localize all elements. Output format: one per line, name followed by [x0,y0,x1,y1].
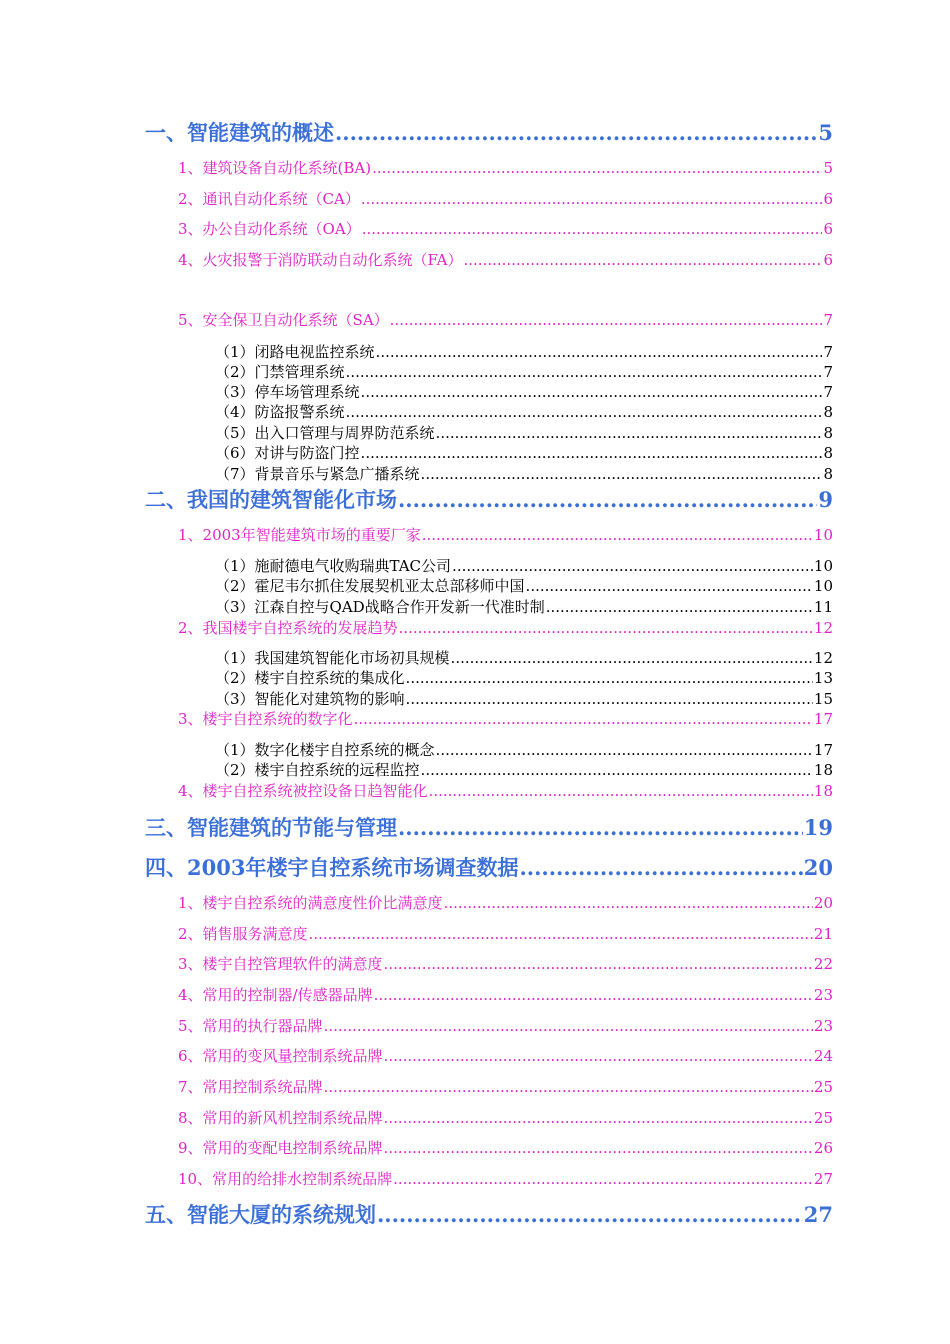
toc-entry-title: 一、智能建筑的概述 [145,120,334,145]
toc-entry-title: 6、常用的变风量控制系统品牌 [178,1047,383,1065]
toc-dot-leader [398,815,803,840]
toc-entry-title: （6）对讲与防盗门控 [215,444,360,462]
toc-dot-leader [390,311,823,329]
toc-entry-title: 五、智能大厦的系统规划 [145,1202,376,1227]
toc-entry-title: 10、常用的给排水控制系统品牌 [178,1170,393,1188]
toc-entry-title: 5、常用的执行器品牌 [178,1017,323,1035]
toc-dot-leader [398,487,817,512]
toc-page-number: 27 [813,1170,833,1188]
toc-dot-leader [384,1139,813,1157]
toc-entry-level2[interactable] [178,1045,833,1066]
toc-page-number: 10 [813,577,833,595]
toc-entry-level1[interactable] [145,117,833,147]
toc-entry-title: 三、智能建筑的节能与管理 [145,815,397,840]
toc-entry-level3[interactable] [215,361,833,382]
toc-entry-level3[interactable] [215,401,833,422]
toc-entry-title: （1）施耐德电气收购瑞典TAC公司 [215,557,452,575]
toc-entry-level2[interactable] [178,218,833,239]
toc-entry-level3[interactable] [215,575,833,596]
toc-entry-level3[interactable] [215,463,833,484]
toc-page-number: 17 [813,741,833,759]
toc-dot-leader [451,649,813,667]
toc-entry-level2[interactable] [178,1076,833,1097]
toc-entry-title: 4、楼宇自控系统被控设备日趋智能化 [178,782,428,800]
toc-entry-level2[interactable] [178,984,833,1005]
toc-dot-leader [406,690,813,708]
toc-page-number: 25 [813,1078,833,1096]
toc-page-number: 17 [813,710,833,728]
toc-entry-level3[interactable] [215,442,833,463]
toc-entry-level1[interactable] [145,1199,833,1229]
toc-entry-level3[interactable] [215,341,833,362]
toc-entry-title: 3、楼宇自控系统的数字化 [178,710,353,728]
toc-dot-leader [436,741,813,759]
toc-entry-title: 1、建筑设备自动化系统(BA) [178,159,372,177]
toc-page-number: 8 [823,424,833,442]
toc-dot-leader [384,1047,813,1065]
toc-entry-title: （5）出入口管理与周界防范系统 [215,424,435,442]
toc-entry-level2[interactable] [178,1015,833,1036]
toc-entry-title: 1、2003年智能建筑市场的重要厂家 [178,526,421,544]
toc-entry-title: 7、常用控制系统品牌 [178,1078,323,1096]
toc-entry-title: 2、我国楼宇自控系统的发展趋势 [178,619,398,637]
toc-page-number: 12 [813,619,833,637]
toc-page-number: 6 [823,190,833,208]
toc-page-number: 20 [813,894,833,912]
toc-entry-level2[interactable] [178,953,833,974]
toc-page-number: 19 [803,815,833,840]
toc-dot-leader [377,1202,803,1227]
toc-entry-title: （3）智能化对建筑物的影响 [215,690,405,708]
toc-entry-title: （3）江森自控与QAD战略合作开发新一代准时制 [215,598,545,616]
toc-dot-leader [429,782,813,800]
toc-dot-leader [362,220,823,238]
toc-dot-leader [374,986,813,1004]
toc-entry-title: 4、火灾报警于消防联动自动化系统（FA） [178,251,463,269]
toc-dot-leader [376,343,823,361]
toc-page-number: 18 [813,761,833,779]
toc-page-number: 7 [823,343,833,361]
toc-entry-level2[interactable] [178,249,833,270]
toc-dot-leader [346,363,823,381]
toc-page-number: 25 [813,1109,833,1127]
toc-page-number: 24 [813,1047,833,1065]
toc-entry-level3[interactable] [215,667,833,688]
toc-entry-title: 2、通讯自动化系统（CA） [178,190,360,208]
toc-dot-leader [324,1078,813,1096]
toc-entry-level2[interactable] [178,309,833,330]
toc-dot-leader [354,710,813,728]
toc-entry-title: （1）闭路电视监控系统 [215,343,375,361]
toc-dot-leader [452,557,813,575]
toc-dot-leader [406,669,813,687]
toc-entry-title: （1）我国建筑智能化市场初具规模 [215,649,450,667]
toc-page-number: 7 [823,383,833,401]
toc-entry-level2[interactable] [178,1168,833,1189]
toc-dot-leader [421,465,823,483]
toc-page-number: 12 [813,649,833,667]
toc-dot-leader [309,925,813,943]
toc-page-number: 6 [823,220,833,238]
toc-entry-title: 3、楼宇自控管理软件的满意度 [178,955,383,973]
toc-entry-level2[interactable] [178,157,833,178]
toc-dot-leader [372,159,822,177]
toc-dot-leader [519,855,802,880]
toc-page-number: 13 [813,669,833,687]
toc-dot-leader [526,577,813,595]
toc-entry-level3[interactable] [215,647,833,668]
toc-dot-leader [422,526,813,544]
toc-entry-level3[interactable] [215,381,833,402]
toc-entry-title: 5、安全保卫自动化系统（SA） [178,311,389,329]
toc-entry-level2[interactable] [178,923,833,944]
toc-page-number: 21 [813,925,833,943]
toc-entry-title: 3、办公自动化系统（OA） [178,220,361,238]
toc-entry-title: 9、常用的变配电控制系统品牌 [178,1139,383,1157]
toc-dot-leader [399,619,813,637]
toc-page-number: 6 [823,251,833,269]
toc-dot-leader [444,894,813,912]
toc-entry-title: 2、销售服务满意度 [178,925,308,943]
toc-page-number: 11 [813,598,833,616]
toc-page-number: 8 [823,444,833,462]
toc-entry-title: （2）楼宇自控系统的集成化 [215,669,405,687]
toc-entry-title: （2）门禁管理系统 [215,363,345,381]
toc-page-number: 27 [803,1202,833,1227]
toc-page-number: 10 [813,526,833,544]
toc-entry-title: （7）背景音乐与紧急广播系统 [215,465,420,483]
toc-page-number: 5 [818,120,833,145]
toc-entry-level1[interactable] [145,812,833,842]
toc-entry-level1[interactable] [145,852,833,882]
toc-dot-leader [436,424,823,442]
toc-dot-leader [384,955,813,973]
toc-dot-leader [393,1170,813,1188]
toc-dot-leader [361,383,823,401]
toc-entry-level3[interactable] [215,555,833,576]
toc-page-number: 5 [823,159,833,177]
toc-entry-title: （1）数字化楼宇自控系统的概念 [215,741,435,759]
toc-entry-level3[interactable] [215,739,833,760]
toc-entry-title: （3）停车场管理系统 [215,383,360,401]
toc-entry-title: 四、2003年楼宇自控系统市场调查数据 [145,855,519,880]
toc-entry-level2[interactable] [178,708,833,729]
toc-entry-title: （2）霍尼韦尔抓住发展契机亚太总部移师中国 [215,577,525,595]
toc-dot-leader [361,190,823,208]
toc-entry-level2[interactable] [178,780,833,801]
toc-page-number: 8 [823,403,833,421]
toc-dot-leader [324,1017,813,1035]
toc-page-number: 22 [813,955,833,973]
toc-entry-level2[interactable] [178,892,833,913]
toc-entry-level2[interactable] [178,617,833,638]
toc-page-number: 8 [823,465,833,483]
toc-entry-level3[interactable] [215,596,833,617]
toc-page-number: 7 [823,311,833,329]
toc-dot-leader [463,251,822,269]
toc-entry-title: （2）楼宇自控系统的远程监控 [215,761,420,779]
toc-entry-level3[interactable] [215,688,833,709]
toc-dot-leader [346,403,823,421]
toc-page-number: 20 [803,855,833,880]
toc-dot-leader [335,120,817,145]
toc-dot-leader [546,598,813,616]
toc-entry-title: 4、常用的控制器/传感器品牌 [178,986,373,1004]
toc-page-number: 10 [813,557,833,575]
toc-entry-level2[interactable] [178,1137,833,1158]
toc-entry-title: 二、我国的建筑智能化市场 [145,487,397,512]
toc-page-number: 26 [813,1139,833,1157]
toc-entry-level3[interactable] [215,759,833,780]
toc-page-number: 9 [818,487,833,512]
toc-entry-level2[interactable] [178,1107,833,1128]
toc-entry-title: （4）防盗报警系统 [215,403,345,421]
toc-entry-level2[interactable] [178,188,833,209]
toc-entry-title: 8、常用的新风机控制系统品牌 [178,1109,383,1127]
toc-page-number: 15 [813,690,833,708]
toc-page-number: 23 [813,986,833,1004]
toc-page-number: 18 [813,782,833,800]
toc-entry-level3[interactable] [215,422,833,443]
toc-entry-title: 1、楼宇自控系统的满意度性价比满意度 [178,894,443,912]
toc-page-number: 23 [813,1017,833,1035]
toc-entry-level2[interactable] [178,524,833,545]
toc-dot-leader [421,761,813,779]
toc-entry-level1[interactable] [145,484,833,514]
toc-dot-leader [361,444,823,462]
toc-page-number: 7 [823,363,833,381]
toc-dot-leader [384,1109,813,1127]
